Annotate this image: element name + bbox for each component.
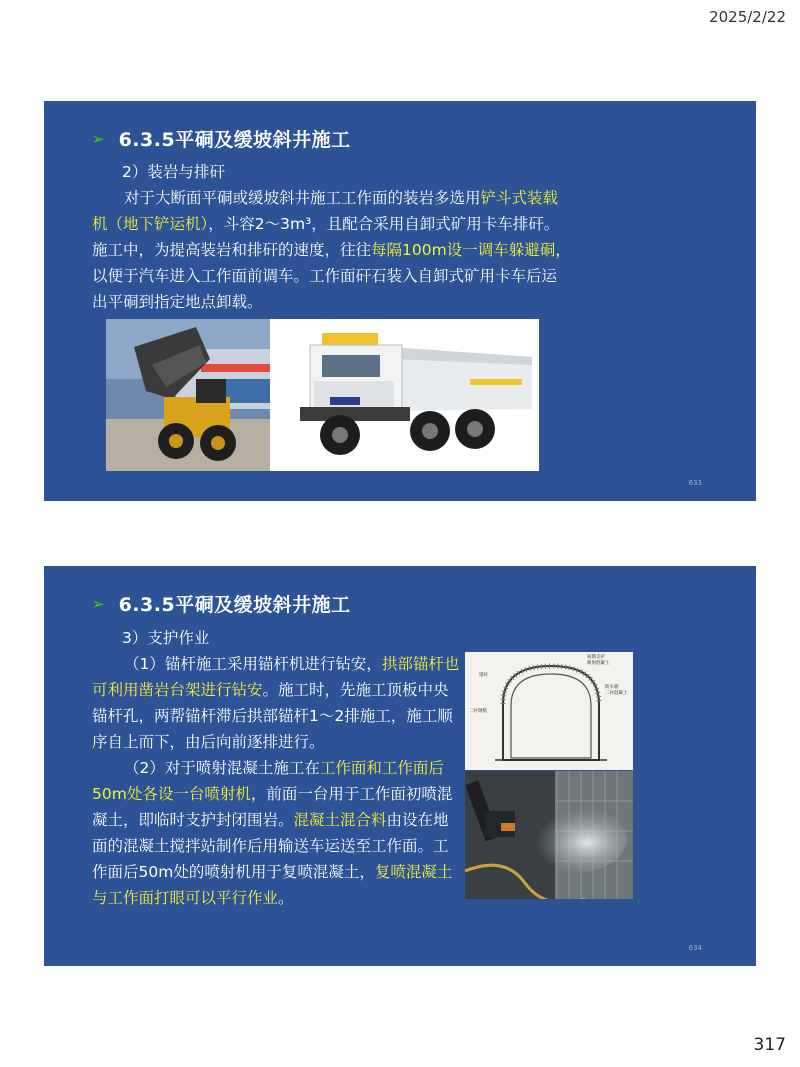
highlight-text: 工作面和工作面后50m处各设一台喷射机 [92, 759, 444, 803]
loader-photo [106, 319, 270, 471]
page-date: 2025/2/22 [709, 8, 786, 26]
slide-body [92, 159, 572, 315]
text-run: （2）对于喷射混凝土施工在 [124, 759, 320, 777]
shotcrete-spraying-photo [465, 771, 633, 899]
slide-title: 6.3.5平硐及缓坡斜井施工 [118, 594, 351, 616]
body-paragraph [92, 185, 572, 315]
diagram-label: 防水板 [605, 685, 619, 690]
body-paragraph [92, 755, 462, 911]
diagram-label: 二衬混凝土 [605, 691, 628, 696]
tunnel-support-diagram [465, 652, 633, 770]
page-number: 317 [753, 1035, 786, 1055]
section-heading: 2）装岩与排矸 [122, 163, 225, 181]
text-run: 由设在地面的混凝土搅拌站制作后用输送车运送至工作面。工作面后50m处的喷射机用于复喷混凝土， [92, 811, 449, 881]
slide-number: 634 [688, 944, 702, 952]
text-run: 对于大断面平硐或缓坡斜井施工工作面的装岩多选用 [124, 189, 481, 207]
highlight-text: 混凝土混合料 [293, 811, 387, 829]
highlight-text: 拱部锚杆也可利用凿岩台架进行钻安 [92, 655, 460, 699]
highlight-text: 每隔100m设一调车躲避硐 [371, 241, 556, 259]
slide-title: 6.3.5平硐及缓坡斜井施工 [118, 129, 351, 151]
highlight-text: 复喷混凝土与工作面打眼可以平行作业 [92, 863, 453, 907]
text-run: 。 [278, 889, 294, 907]
diagram-label: 喷射混凝土 [587, 661, 610, 666]
slide-number: 633 [688, 479, 702, 487]
diagram-label: 二衬钢筋 [469, 709, 487, 714]
slide-634 [44, 566, 756, 966]
arrow-bullet-icon: ➢ [92, 129, 105, 148]
mining-truck-photo [270, 319, 539, 471]
slide-title-row [92, 590, 351, 617]
arrow-bullet-icon: ➢ [92, 594, 105, 613]
text-run: （1）锚杆施工采用锚杆机进行钻安， [124, 655, 382, 673]
text-run: ，以便于汽车进入工作面前调车。工作面矸石装入自卸式矿用卡车后运出平硐到指定地点卸载。 [92, 241, 571, 311]
slide-633 [44, 101, 756, 501]
slide-title-row [92, 125, 351, 152]
section-heading: 3）支护作业 [122, 629, 210, 647]
text-run: 。施工时，先施工顶板中央锚杆孔，两帮锚杆滞后拱部锚杆1～2排施工，施工顺序自上而下，由后向前逐排进行。 [92, 681, 453, 751]
slide-body [92, 625, 462, 911]
highlight-text: 铲斗式装载机（地下铲运机） [92, 189, 559, 233]
diagram-label: 锚杆 [479, 673, 488, 678]
text-run: ，前面一台用于工作面初喷混凝土，即临时支护封闭围岩。 [92, 785, 453, 829]
body-paragraph [92, 651, 462, 755]
diagram-label: 初期支护 [587, 655, 605, 660]
text-run: ，斗容2～3m³，且配合采用自卸式矿用卡车排矸。施工中，为提高装岩和排矸的速度，往往 [92, 215, 560, 259]
